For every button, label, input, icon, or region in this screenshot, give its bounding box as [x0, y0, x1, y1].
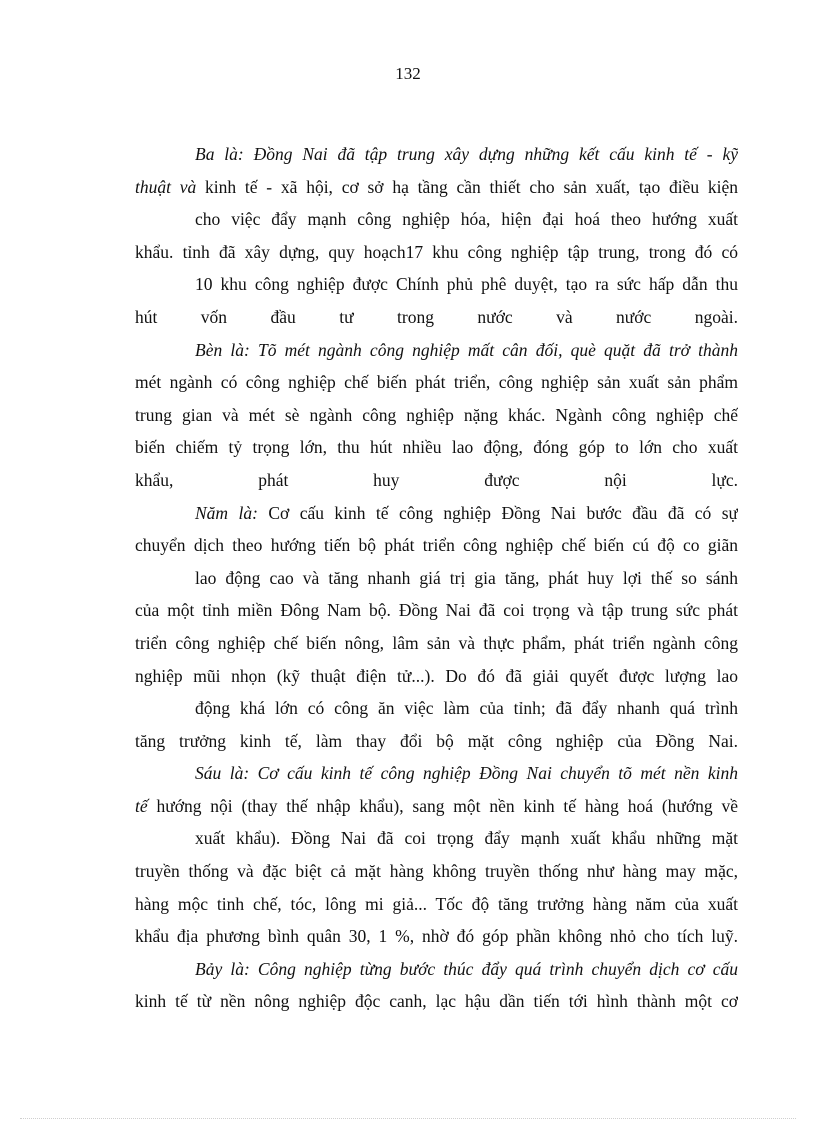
line-text: mét ngành có công nghiệp chế biến phát triển, công nghiệp sản xuất sản phẩm	[135, 372, 738, 393]
text-line	[135, 562, 738, 595]
line-text: hàng mộc tinh chế, tóc, lông mi giả... Tốc độ tăng trưởng hàng năm của xuất	[135, 893, 738, 914]
italic-lead: tế	[135, 795, 148, 816]
line-text: của một tỉnh miền Đông Nam bộ. Đồng Nai đã coi trọng và tập trung sức phát	[135, 600, 738, 621]
text-line	[135, 366, 738, 399]
text-line	[135, 301, 738, 334]
line-text: khẩu. tỉnh đã xây dựng, quy hoạch17 khu công nghiệp tập trung, trong đó có	[135, 241, 738, 262]
italic-lead: Bèn là: Tõ mét ngành công nghiệp mất cân đối, què quặt đã trở thành	[195, 339, 738, 360]
line-text: xuất khẩu). Đồng Nai đã coi trọng đẩy mạnh xuất khẩu những mặt	[195, 828, 738, 849]
text-line	[135, 953, 738, 986]
text-line	[135, 660, 738, 693]
line-text: kinh tế từ nền nông nghiệp độc canh, lạc hậu dần tiến tới hình thành một cơ	[135, 991, 738, 1012]
text-line	[135, 920, 738, 953]
text-line	[135, 334, 738, 367]
line-text: lao động cao và tăng nhanh giá trị gia tăng, phát huy lợi thế so sánh	[195, 567, 738, 588]
italic-lead: Ba là: Đồng Nai đã tập trung xây dựng những kết cấu kinh tế - kỹ	[195, 144, 738, 164]
text-line	[135, 757, 738, 790]
line-text: khẩu địa phương bình quân 30, 1 %, nhờ đó góp phần không nhỏ cho tích luỹ.	[135, 926, 738, 947]
text-line	[135, 790, 738, 823]
body-text	[135, 138, 738, 1018]
line-text: trung gian và mét sè ngành công nghiệp nặng khác. Ngành công nghiệp chế	[135, 404, 738, 425]
line-text: hút vốn đầu tư trong nước và nước ngoài.	[135, 306, 738, 327]
italic-lead: thuật và	[135, 176, 197, 197]
text-line	[135, 594, 738, 627]
text-line	[135, 431, 738, 464]
text-line	[135, 464, 738, 497]
text-line	[135, 268, 738, 301]
line-text: động khá lớn có công ăn việc làm của tỉnh; đã đẩy nhanh quá trình	[195, 698, 738, 719]
line-text: chuyển dịch theo hướng tiến bộ phát triển công nghiệp chế biến cú độ co giãn	[135, 535, 738, 556]
line-text: cho việc đẩy mạnh công nghiệp hóa, hiện đại hoá theo hướng xuất	[195, 209, 738, 230]
text-line	[135, 822, 738, 855]
line-text: hướng nội (thay thế nhập khẩu), sang một nền kinh tế hàng hoá (hướng về	[147, 795, 738, 816]
line-text: 10 khu công nghiệp được Chính phủ phê duyệt, tạo ra sức hấp dẫn thu	[195, 274, 738, 295]
text-line	[135, 529, 738, 562]
text-line	[135, 855, 738, 888]
text-line	[135, 725, 738, 758]
line-text: tăng trưởng kinh tế, làm thay đổi bộ mặt công nghiệp của Đồng Nai.	[135, 730, 738, 751]
italic-lead: Năm là:	[195, 502, 258, 523]
line-text: khẩu, phát huy được nội lực.	[135, 469, 738, 490]
text-line	[135, 138, 738, 171]
text-line	[135, 236, 738, 269]
text-line	[135, 497, 738, 530]
page-number: 132	[395, 64, 421, 83]
page-bottom-divider	[20, 1118, 796, 1119]
italic-lead: Sáu là: Cơ cấu kinh tế công nghiệp Đồng Nai chuyển tõ mét nền kinh	[195, 763, 738, 784]
text-line	[135, 692, 738, 725]
text-line	[135, 399, 738, 432]
text-line	[135, 171, 738, 204]
line-text: triển công nghiệp chế biến nông, lâm sản và thực phẩm, phát triển ngành công	[135, 632, 738, 653]
text-line	[135, 985, 738, 1018]
line-text: kinh tế - xã hội, cơ sở hạ tầng cần thiết cho sản xuất, tạo điều kiện	[196, 176, 738, 197]
text-line	[135, 888, 738, 921]
line-text: Cơ cấu kinh tế công nghiệp Đồng Nai bước đầu đã có sự	[257, 502, 738, 523]
line-text: biến chiếm tỷ trọng lớn, thu hút nhiều lao động, đóng góp to lớn cho xuất	[135, 437, 738, 458]
line-text: truyền thống và đặc biệt cả mặt hàng không truyền thống như hàng may mặc,	[135, 861, 738, 882]
line-text: nghiệp mũi nhọn (kỹ thuật điện tử...). Do đó đã giải quyết được lượng lao	[135, 665, 738, 686]
italic-lead: Bảy là: Công nghiệp từng bước thúc đẩy quá trình chuyển dịch cơ cấu	[195, 958, 738, 979]
text-line	[135, 627, 738, 660]
text-line	[135, 203, 738, 236]
